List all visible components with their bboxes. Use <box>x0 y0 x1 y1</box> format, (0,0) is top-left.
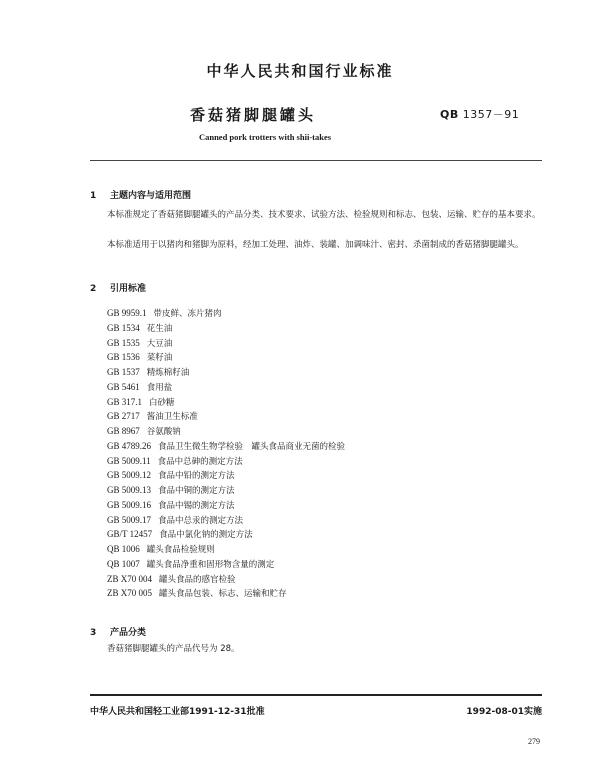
reference-item <box>107 409 345 424</box>
reference-item <box>107 557 345 572</box>
reference-code: GB 1537 <box>107 367 140 377</box>
reference-item <box>107 527 345 542</box>
reference-item <box>107 542 345 557</box>
reference-item <box>107 380 345 395</box>
standard-code: QB <box>440 108 459 121</box>
reference-code: ZB X70 005 <box>107 588 152 599</box>
reference-code: GB/T 12457 <box>107 529 153 540</box>
reference-item <box>107 483 345 498</box>
section-title: 产品分类 <box>110 628 147 638</box>
reference-item <box>107 424 345 439</box>
reference-name: 酱油卫生标准 <box>146 412 198 423</box>
standard-number <box>440 106 519 122</box>
standard-header: 中华人民共和国行业标准 <box>206 62 394 80</box>
reference-code: GB 5009.12 <box>107 470 152 481</box>
reference-item <box>107 306 345 321</box>
reference-name: 食品中锡的测定方法 <box>158 500 235 511</box>
reference-name: 食品中总汞的测定方法 <box>158 515 244 526</box>
reference-name: 花生油 <box>146 323 173 334</box>
document-title-en: Canned pork trotters with shii-takes <box>198 132 332 142</box>
scope-paragraph-1: 本标准规定了香菇猪脚腿罐头的产品分类、技术要求、试验方法、检验规则和标志、包装、运输、贮存的基本要求。 <box>107 210 541 220</box>
reference-name: 罐头食品的感官检验 <box>159 574 236 585</box>
reference-item <box>107 454 345 469</box>
top-divider <box>90 160 542 161</box>
reference-code: GB 5009.16 <box>107 499 152 510</box>
reference-name: 菜籽油 <box>146 353 173 364</box>
reference-name: 谷氨酸钠 <box>146 427 181 437</box>
reference-code: GB 1534 <box>107 322 140 333</box>
reference-name: 食品中氯化钠的测定方法 <box>159 530 253 541</box>
classification-paragraph: 香菇猪脚腿罐头的产品代号为 28。 <box>107 644 240 654</box>
reference-item <box>107 586 345 601</box>
reference-code: GB 4789.26 <box>107 440 152 451</box>
reference-code: GB 317.1 <box>107 396 143 407</box>
reference-item <box>107 336 345 351</box>
reference-name: 罐头食品净重和固形物含量的测定 <box>146 559 275 570</box>
reference-code: GB 5009.17 <box>107 514 152 525</box>
document-title: 香菇猪脚腿罐头 <box>190 106 317 124</box>
reference-code: GB 1535 <box>107 337 140 348</box>
section-2-heading <box>90 281 146 294</box>
reference-item <box>107 395 345 410</box>
reference-item <box>107 439 345 454</box>
reference-name: 精炼棉籽油 <box>146 368 190 378</box>
section-number: 1 <box>90 191 97 201</box>
reference-code: ZB X70 004 <box>107 573 152 584</box>
reference-code: GB 5461 <box>107 381 140 392</box>
approval-line: 中华人民共和国轻工业部1991-12-31批准 <box>90 707 265 717</box>
section-title: 主题内容与适用范围 <box>110 191 192 201</box>
reference-code: QB 1006 <box>107 544 140 554</box>
reference-item <box>107 572 345 587</box>
bottom-divider <box>90 694 542 696</box>
standard-code-number: 1357－91 <box>462 108 520 121</box>
reference-item <box>107 350 345 365</box>
reference-code: GB 8967 <box>107 426 140 436</box>
reference-code: GB 9959.1 <box>107 308 147 318</box>
reference-name: 带皮鲜、冻片猪肉 <box>153 309 222 319</box>
reference-code: GB 5009.11 <box>107 455 151 466</box>
reference-code: GB 2717 <box>107 411 140 422</box>
reference-item <box>107 468 345 483</box>
section-number: 3 <box>90 628 97 638</box>
reference-name: 白砂糖 <box>149 397 175 408</box>
reference-name: 罐头食品检验规则 <box>146 545 215 555</box>
reference-item <box>107 321 345 336</box>
reference-name: 罐头食品包装、标志、运输和贮存 <box>159 589 287 600</box>
effective-date: 1992-08-01实施 <box>466 707 542 717</box>
reference-list <box>107 306 345 601</box>
section-number: 2 <box>90 284 97 294</box>
reference-code: GB 1536 <box>107 352 140 363</box>
reference-name: 食用盐 <box>146 382 173 393</box>
reference-name: 大豆油 <box>146 338 173 349</box>
reference-name: 食品中铅的测定方法 <box>158 471 235 482</box>
reference-name: 食品中总砷的测定方法 <box>157 456 243 467</box>
reference-item <box>107 498 345 513</box>
reference-item <box>107 513 345 528</box>
section-title: 引用标准 <box>110 284 147 294</box>
reference-name: 食品中铜的测定方法 <box>158 486 235 496</box>
reference-name: 食品卫生微生物学检验 罐头食品商业无菌的检验 <box>158 441 346 452</box>
page-number: 279 <box>528 737 540 746</box>
reference-item <box>107 365 345 380</box>
reference-code: GB 5009.13 <box>107 485 152 495</box>
reference-code: QB 1007 <box>107 558 140 569</box>
section-1-heading <box>90 188 191 201</box>
section-3-heading <box>90 625 146 638</box>
scope-paragraph-2: 本标准适用于以猪肉和猪脚为原料，经加工处理、油炸、装罐、加调味汁、密封、杀菌制成的香菇猪脚腿罐头。 <box>107 240 524 250</box>
